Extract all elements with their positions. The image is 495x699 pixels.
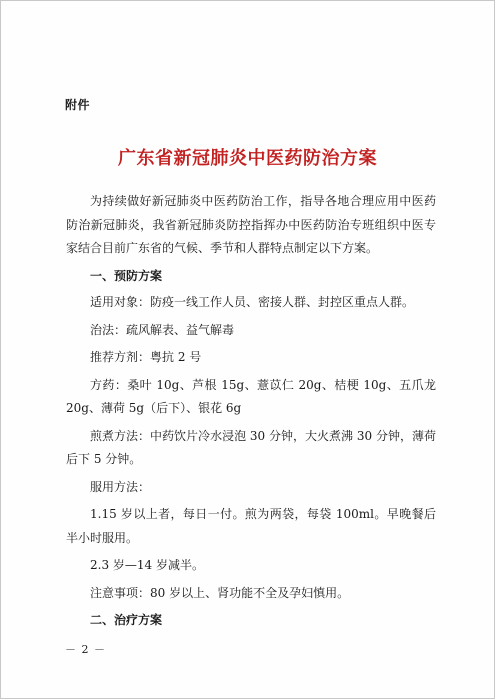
- section-heading-prevention: 一、预防方案: [90, 268, 163, 283]
- treatment-method-line: 治法：疏风解表、益气解毒: [90, 322, 235, 337]
- decoction-paragraph: 煎煮方法：中药饮片冷水浸泡 30 分钟，大火煮沸 30 分钟，薄荷后下 5 分钟。: [66, 428, 436, 466]
- dosage-child-line: 2.3 岁—14 岁减半。: [90, 558, 204, 572]
- target-people-line: 适用对象：防疫一线工作人员、密接人群、封控区重点人群。: [90, 295, 415, 309]
- document-title: 广东省新冠肺炎中医药防治方案: [118, 148, 377, 169]
- attachment-label: 附件: [65, 98, 91, 112]
- document-body: [66, 190, 436, 636]
- dosage-heading-line: 服用方法：: [90, 479, 151, 494]
- precautions-line: 注意事项：80 岁以上、肾功能不全及孕妇慎用。: [90, 585, 350, 600]
- intro-paragraph: 为持续做好新冠肺炎中医药防治工作，指导各地合理应用中医药防治新冠肺炎，我省新冠肺炎防控指挥办中医药防治专班组织中医专家结合目前广东省的气候、季节和人群特点制定以下方案。: [66, 194, 436, 255]
- section-heading-treatment: 二、治疗方案: [90, 613, 163, 627]
- dosage-adult-paragraph: 1.15 岁以上者，每日一付。煎为两袋，每袋 100ml。早晚餐后半小时服用。: [66, 507, 436, 545]
- recommended-formula-line: 推荐方剂：粤抗 2 号: [90, 350, 202, 364]
- prescription-paragraph: 方药：桑叶 10g、芦根 15g、薏苡仁 20g、桔梗 10g、五爪龙 20g、薄荷 5g（后下）、银花 6g: [66, 377, 436, 415]
- page-number: － 2 －: [65, 643, 106, 656]
